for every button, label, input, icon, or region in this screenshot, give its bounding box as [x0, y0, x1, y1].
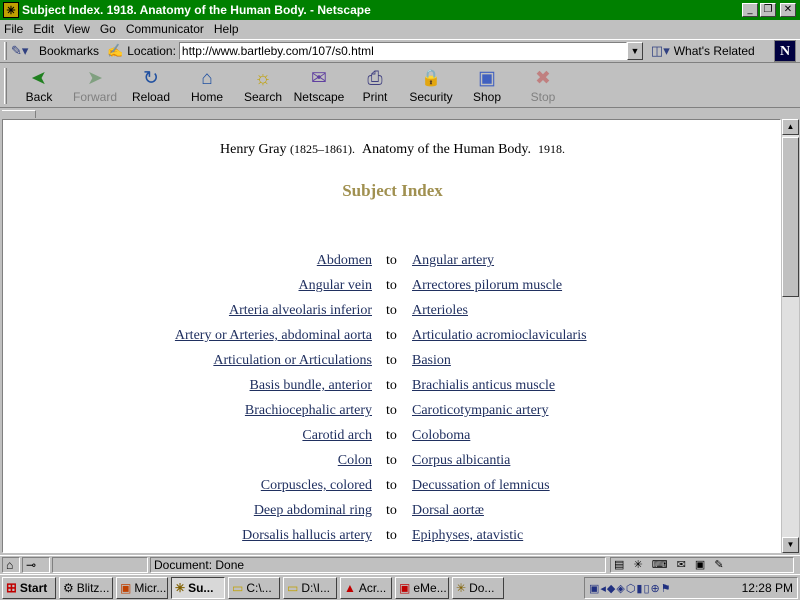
taskbar-item-label: Acr...	[358, 580, 387, 595]
collapsed-toolbar-tab[interactable]	[2, 110, 36, 118]
shop-bag-icon: ▣	[478, 67, 496, 89]
app-icon: ▣	[399, 580, 411, 595]
index-range-end-link[interactable]: Arterioles	[412, 303, 468, 318]
url-input[interactable]: http://www.bartleby.com/107/s0.html	[179, 42, 627, 60]
taskbar-item-label: Blitz...	[76, 580, 110, 595]
taskbar-item[interactable]	[228, 577, 280, 599]
bookmarks-icon: ✎▾	[11, 43, 29, 58]
index-range-start-link[interactable]: Basis bundle, anterior	[249, 378, 372, 393]
index-range-separator: to	[386, 478, 397, 493]
index-row	[3, 278, 781, 303]
index-range-end-link[interactable]: Angular artery	[412, 253, 495, 268]
restore-button[interactable]: ❐	[760, 3, 776, 17]
index-range-end-link[interactable]: Corpus albicantia	[412, 453, 511, 468]
index-range-separator: to	[386, 353, 397, 368]
taskbar-item-label: Micr...	[134, 580, 167, 595]
index-range-start-link[interactable]: Carotid arch	[302, 428, 372, 443]
book-year: 1918.	[538, 142, 565, 156]
forward-label: Forward	[72, 89, 117, 104]
index-range-end-link[interactable]: Articulatio acromioclavicularis	[412, 328, 587, 343]
index-range-start-link[interactable]: Deep abdominal ring	[253, 503, 372, 518]
index-range-separator: to	[386, 503, 397, 518]
book-title: Anatomy of the Human Body.	[361, 142, 531, 157]
bookmarks-button[interactable]	[11, 43, 99, 59]
windows-logo-icon: ⊞	[6, 579, 17, 595]
index-row	[3, 253, 781, 278]
netscape-app-icon: ✳	[456, 580, 467, 595]
menu-edit[interactable]: Edit	[33, 22, 55, 36]
reload-icon: ↻	[143, 67, 159, 89]
folder-icon: ▭	[232, 580, 244, 595]
menu-help[interactable]: Help	[213, 22, 239, 36]
component-bar-icons[interactable]: ▤ ✳ ⌨ ✉ ▣ ✎	[610, 557, 794, 573]
lock-icon: 🔒	[421, 69, 441, 87]
taskbar-item[interactable]	[452, 577, 504, 599]
index-range-end-link[interactable]: Caroticotympanic artery	[412, 403, 549, 418]
page-content[interactable]	[2, 119, 781, 553]
netscape-app-icon: ✳	[175, 580, 186, 595]
forward-arrow-icon: ➤	[87, 67, 103, 89]
index-range-separator: to	[386, 428, 397, 443]
menu-file[interactable]: File	[4, 22, 24, 36]
index-range-separator: to	[386, 303, 397, 318]
toolbar-grip[interactable]	[4, 42, 7, 60]
print-button[interactable]	[347, 68, 403, 104]
taskbar-item[interactable]	[283, 577, 337, 599]
reload-label: Reload	[131, 89, 171, 104]
shop-label: Shop	[472, 89, 502, 104]
taskbar-item-label: eMe...	[413, 580, 447, 595]
taskbar-item-active[interactable]	[171, 577, 225, 599]
collapsed-toolbar-strip	[0, 109, 800, 119]
index-range-end-link[interactable]: Coloboma	[412, 428, 471, 443]
home-label: Home	[190, 89, 223, 104]
index-range-start-link[interactable]: Arteria alveolaris inferior	[228, 303, 372, 318]
index-row	[3, 453, 781, 478]
url-dropdown-button[interactable]: ▼	[627, 42, 643, 60]
back-arrow-icon: ➤	[31, 67, 47, 89]
taskbar-item-label: Do...	[469, 580, 495, 595]
home-button[interactable]	[179, 68, 235, 104]
shop-button[interactable]	[459, 68, 515, 104]
vertical-scrollbar[interactable]	[782, 119, 799, 553]
menu-communicator[interactable]: Communicator	[125, 22, 204, 36]
print-icon: ⎙	[367, 67, 383, 89]
taskbar-item-label: C:\...	[246, 580, 272, 595]
index-row	[3, 403, 781, 428]
taskbar-item[interactable]	[116, 577, 168, 599]
window-title: Subject Index. 1918. Anatomy of the Human Body. - Netscape	[22, 3, 371, 17]
search-label: Search	[243, 89, 283, 104]
author-name: Henry Gray	[220, 142, 287, 157]
security-button[interactable]	[403, 68, 459, 104]
index-range-separator: to	[386, 453, 397, 468]
index-range-start-link[interactable]: Articulation or Articulations	[213, 353, 372, 368]
related-icon: ◫▾	[650, 43, 670, 58]
tray-icons[interactable]: ▣◂◆◈⬡▮▯⊕⚑	[589, 582, 672, 595]
index-range-start-link[interactable]: Abdomen	[316, 253, 372, 268]
taskbar-item-label: D:\I...	[301, 580, 331, 595]
index-row	[3, 478, 781, 503]
location-toolbar	[0, 39, 800, 63]
index-range-separator: to	[386, 378, 397, 393]
index-range-end-link[interactable]: Dorsal aortæ	[412, 503, 484, 518]
clock[interactable]: 12:28 PM	[741, 581, 793, 595]
windows-taskbar	[0, 574, 800, 600]
progress-bar	[52, 557, 148, 573]
index-range-end-link[interactable]: Arrectores pilorum muscle	[412, 278, 563, 293]
taskbar-item[interactable]	[59, 577, 113, 599]
taskbar-item[interactable]	[395, 577, 449, 599]
location-label-text: Location:	[127, 44, 176, 58]
netscape-logo[interactable]: N	[774, 40, 796, 62]
index-range-end-link[interactable]: Decussation of lemnicus	[412, 478, 550, 493]
index-row	[3, 303, 781, 328]
index-range-start-link[interactable]: Angular vein	[298, 278, 372, 293]
reload-button[interactable]	[123, 68, 179, 104]
search-button[interactable]	[235, 68, 291, 104]
menu-bar	[0, 20, 800, 38]
page-heading: Subject Index	[342, 181, 443, 200]
minimize-button[interactable]: _	[742, 3, 758, 17]
index-range-start-link[interactable]: Brachiocephalic artery	[244, 403, 372, 418]
forward-button[interactable]	[67, 68, 123, 104]
status-text: Document: Done	[150, 557, 606, 573]
index-row	[3, 428, 781, 453]
author-dates: (1825–1861).	[289, 142, 355, 156]
menu-go[interactable]: Go	[99, 22, 116, 36]
index-range-start-link[interactable]: Dorsalis hallucis artery	[242, 528, 372, 543]
stop-icon: ✖	[535, 67, 551, 89]
app-icon: ⚙	[63, 580, 74, 595]
close-button[interactable]: ✕	[780, 3, 796, 17]
nav-toolbar-grip[interactable]	[4, 68, 7, 104]
scroll-up-button[interactable]: ▲	[782, 119, 799, 135]
index-range-separator: to	[386, 253, 397, 268]
acrobat-icon: ▲	[344, 580, 356, 595]
bookmarks-label: Bookmarks	[39, 44, 100, 58]
location-label	[107, 43, 176, 59]
print-label: Print	[362, 89, 388, 104]
index-range-start-link[interactable]: Artery or Arteries, abdominal aorta	[174, 328, 372, 343]
stop-button[interactable]	[515, 68, 571, 104]
folder-icon: ▭	[287, 580, 299, 595]
index-row	[3, 528, 781, 553]
index-range-end-link[interactable]: Epiphyses, atavistic	[412, 528, 524, 543]
search-icon: ☼	[254, 67, 272, 89]
index-range-separator: to	[386, 328, 397, 343]
online-status-icon[interactable]: ⊸	[22, 557, 50, 573]
index-range-separator: to	[386, 403, 397, 418]
whats-related-button[interactable]	[651, 43, 755, 59]
app-icon: ▣	[120, 580, 132, 595]
index-range-end-link[interactable]: Basion	[412, 353, 451, 368]
index-row	[3, 503, 781, 528]
security-status-icon[interactable]: ⌂	[2, 557, 20, 573]
scroll-down-button[interactable]: ▼	[782, 537, 799, 553]
back-label: Back	[25, 89, 53, 104]
page-proxy-icon[interactable]: ✍	[107, 43, 124, 58]
index-row	[3, 328, 781, 353]
index-range-separator: to	[386, 528, 397, 543]
home-icon: ⌂	[201, 67, 213, 89]
navigation-toolbar	[0, 64, 800, 108]
index-range-start-link[interactable]: Corpuscles, colored	[260, 478, 372, 493]
status-bar	[0, 555, 800, 573]
netscape-icon: ✉	[311, 67, 327, 89]
back-button[interactable]	[11, 68, 67, 104]
index-range-separator: to	[386, 278, 397, 293]
taskbar-item-label: Su...	[188, 580, 214, 595]
start-label: Start	[19, 580, 48, 595]
netscape-app-icon[interactable]: ✳	[3, 2, 19, 18]
index-row	[3, 353, 781, 378]
scrollbar-thumb[interactable]	[782, 137, 799, 297]
window-title-bar[interactable]	[0, 0, 800, 20]
index-range-start-link[interactable]: Colon	[337, 453, 372, 468]
book-citation	[3, 142, 781, 158]
system-tray	[584, 577, 798, 599]
index-row	[3, 378, 781, 403]
taskbar-item[interactable]	[340, 577, 392, 599]
whats-related-label: What's Related	[673, 44, 755, 58]
menu-view[interactable]: View	[64, 22, 90, 36]
start-button[interactable]	[2, 577, 56, 599]
netscape-button[interactable]	[291, 68, 347, 104]
netscape-label: Netscape	[293, 89, 345, 104]
stop-label: Stop	[530, 89, 556, 104]
security-label: Security	[409, 89, 453, 104]
index-range-end-link[interactable]: Brachialis anticus muscle	[412, 378, 556, 393]
